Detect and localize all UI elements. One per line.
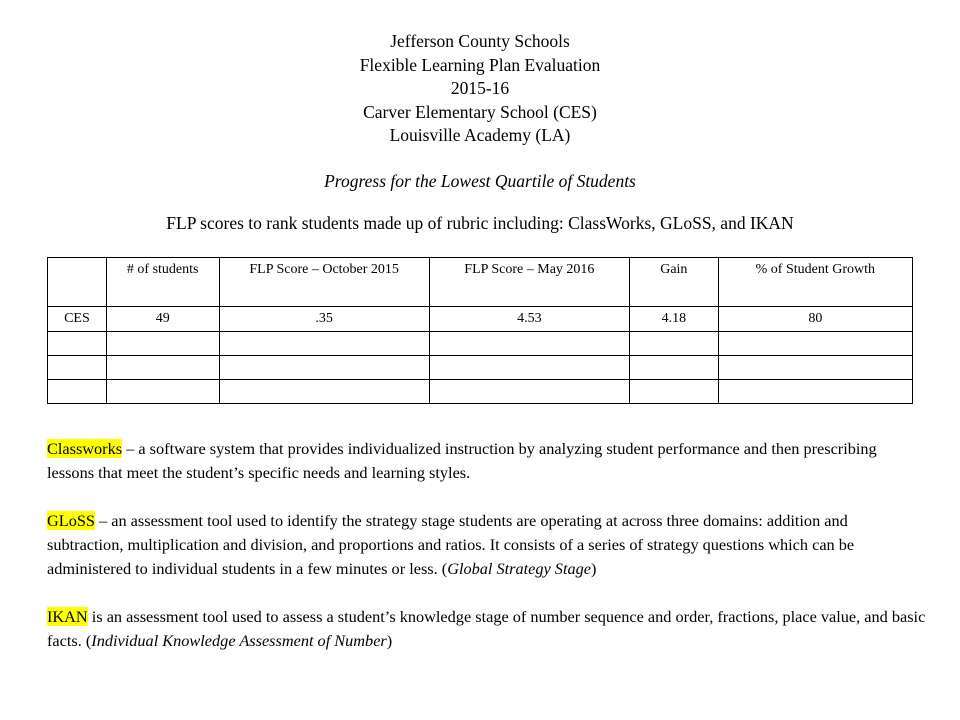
closing-paren: ) xyxy=(386,631,393,650)
table-cell: 80 xyxy=(718,307,912,332)
definition-classworks xyxy=(47,437,927,485)
term-gloss: GLoSS xyxy=(47,511,95,530)
table-cell xyxy=(718,332,912,356)
table-cell xyxy=(219,356,429,380)
header-cell-growth: % of Student Growth xyxy=(718,258,912,307)
school-name-la: Louisville Academy (LA) xyxy=(389,125,571,145)
definition-text: – an assessment tool used to identify the strategy stage students are operating at across three domains: addition and subtraction, multiplication and division, and proportions and ratios. It consists of a series of strategy questions which can be administered to individual students in a few minutes or less. ( xyxy=(47,511,855,578)
school-year: 2015-16 xyxy=(450,78,510,98)
header-cell-students: # of students xyxy=(106,258,219,307)
ikan-expansion: Individual Knowledge Assessment of Number xyxy=(91,631,387,650)
table-cell xyxy=(106,332,219,356)
table-cell xyxy=(629,332,718,356)
section-subtitle: Progress for the Lowest Quartile of Students xyxy=(324,171,636,191)
table-cell: 4.53 xyxy=(429,307,629,332)
table-cell: .35 xyxy=(219,307,429,332)
table-cell xyxy=(429,356,629,380)
definition-text: – a software system that provides individualized instruction by analyzing student performance and then prescribing lessons that meet the student’s specific needs and learning styles. xyxy=(47,439,877,482)
definition-gloss xyxy=(47,509,927,581)
table-cell xyxy=(429,332,629,356)
table-cell xyxy=(629,356,718,380)
definition-text: is an assessment tool used to assess a student’s knowledge stage of number sequence and order, fractions, place value, and basic facts. ( xyxy=(47,607,926,650)
definition-ikan xyxy=(47,605,927,653)
gloss-expansion: Global Strategy Stage xyxy=(447,559,591,578)
document-header xyxy=(0,30,960,148)
table-header-row xyxy=(48,258,913,307)
table-cell xyxy=(48,332,107,356)
table-cell: 4.18 xyxy=(629,307,718,332)
header-cell-school xyxy=(48,258,107,307)
table-cell xyxy=(629,380,718,404)
header-cell-flp-october: FLP Score – October 2015 xyxy=(219,258,429,307)
table-cell xyxy=(429,380,629,404)
table-cell xyxy=(219,380,429,404)
table-row xyxy=(48,307,913,332)
header-cell-flp-may: FLP Score – May 2016 xyxy=(429,258,629,307)
term-ikan: IKAN xyxy=(47,607,88,626)
table-cell xyxy=(106,356,219,380)
closing-paren: ) xyxy=(590,559,597,578)
evaluation-title: Flexible Learning Plan Evaluation xyxy=(359,54,601,75)
table-caption: FLP scores to rank students made up of rubric including: ClassWorks, GLoSS, and IKAN xyxy=(166,213,794,233)
table-cell xyxy=(718,380,912,404)
school-name-ces: Carver Elementary School (CES) xyxy=(363,101,597,122)
definitions-section xyxy=(47,437,927,677)
table-cell xyxy=(48,356,107,380)
table-row xyxy=(48,356,913,380)
header-cell-gain: Gain xyxy=(629,258,718,307)
table-cell: 49 xyxy=(106,307,219,332)
table-row xyxy=(48,332,913,356)
table-cell xyxy=(106,380,219,404)
table-cell xyxy=(219,332,429,356)
table-cell: CES xyxy=(48,307,107,332)
table-cell xyxy=(718,356,912,380)
table-row xyxy=(48,380,913,404)
table-cell xyxy=(48,380,107,404)
flp-scores-table xyxy=(47,257,913,404)
district-title: Jefferson County Schools xyxy=(390,31,570,51)
term-classworks: Classworks xyxy=(47,439,123,458)
